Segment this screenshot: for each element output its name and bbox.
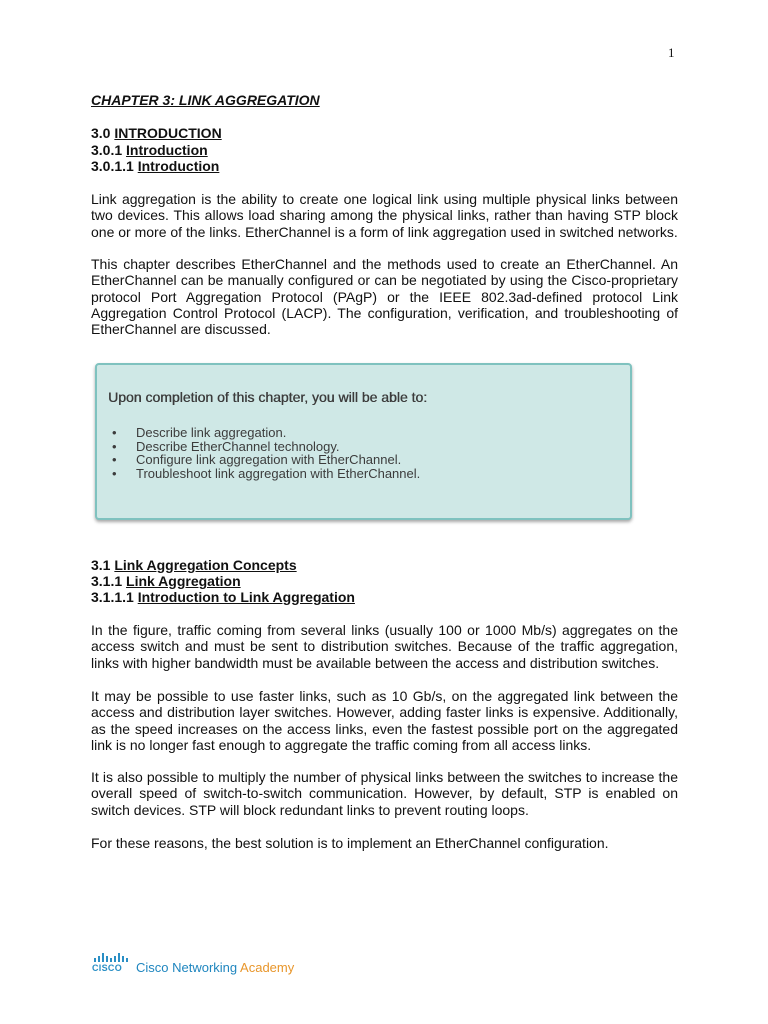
concept-paragraph: It is also possible to multiply the number of physical links between the switches to increase the overall speed of switch-to-switch communication. However, by default, STP is enabled on switch devices. STP will block redundant links to prevent routing loops. <box>91 769 678 818</box>
section-heading-3-1-1-1 <box>91 589 355 605</box>
section-heading-3-0 <box>91 125 222 141</box>
section-title: Introduction <box>137 158 220 174</box>
objective-text: Configure link aggregation with EtherChannel. <box>136 452 402 468</box>
academy-name <box>136 960 294 975</box>
section-number: 3.1.1 <box>91 573 127 589</box>
objective-text: Troubleshoot link aggregation with EtherChannel. <box>136 465 421 481</box>
section-heading-3-1-1 <box>91 573 241 589</box>
page-number: 1 <box>668 45 675 60</box>
section-title: Introduction <box>126 142 208 158</box>
bullet-icon: • <box>112 465 117 481</box>
concept-paragraph: For these reasons, the best solution is to implement an EtherChannel configuration. <box>91 835 609 851</box>
objective-text: Describe link aggregation. <box>136 425 287 440</box>
section-number: 3.0.1 <box>91 142 127 158</box>
objective-text: Describe EtherChannel technology. <box>136 438 340 454</box>
section-number: 3.0.1.1 <box>91 158 138 174</box>
chapter-title: CHAPTER 3: LINK AGGREGATION <box>91 92 320 108</box>
section-number: 3.1.1.1 <box>91 589 138 605</box>
objective-item <box>109 467 420 481</box>
section-title: Link Aggregation <box>126 573 241 589</box>
section-title: Link Aggregation Concepts <box>114 557 297 573</box>
bullet-icon: • <box>112 438 117 454</box>
objective-item <box>109 453 420 467</box>
objective-item <box>109 426 420 440</box>
objectives-box <box>95 363 632 520</box>
section-number: 3.1 <box>91 557 115 573</box>
bullet-icon: • <box>112 425 117 440</box>
concept-paragraph: In the figure, traffic coming from several links (usually 100 or 1000 Mb/s) aggregates on the access switch and must be sent to distribution switches. Because of the traffic aggregation, links with higher bandwidth must be available between the access and distribution switches. <box>91 622 678 671</box>
bullet-icon: • <box>112 452 117 468</box>
objective-item <box>109 440 420 454</box>
intro-paragraph: This chapter describes EtherChannel and the methods used to create an EtherChannel. An EtherChannel can be manually configured or can be negotiated by using the Cisco-proprietary protocol Port Aggregation Protocol (PAgP) or the IEEE 802.3ad-defined protocol Link Aggregation Control Protocol (LACP). The configuration, verification, and troubleshooting of EtherChannel are discussed. <box>91 256 678 338</box>
section-title: INTRODUCTION <box>114 125 222 141</box>
section-title: Introduction to Link Aggregation <box>137 589 355 605</box>
section-heading-3-0-1 <box>91 142 208 158</box>
academy-name-part2: Academy <box>237 960 295 975</box>
academy-name-part1: Cisco Networking <box>136 960 238 975</box>
cisco-wordmark: CISCO <box>92 963 123 973</box>
objectives-list <box>109 426 420 480</box>
objectives-heading: Upon completion of this chapter, you will be able to: <box>108 389 428 405</box>
intro-paragraph: Link aggregation is the ability to create one logical link using multiple physical links between two devices. This allows load sharing among the physical links, rather than having STP block one or more of the links. EtherChannel is a form of link aggregation used in switched networks. <box>91 191 678 240</box>
section-heading-3-1 <box>91 557 297 573</box>
concept-paragraph: It may be possible to use faster links, such as 10 Gb/s, on the aggregated link between the access and distribution layer switches. However, adding faster links is expensive. Additionally, as the speed increases on the access links, even the fastest possible port on the aggregated link is no longer fast enough to aggregate the traffic coming from all access links. <box>91 688 678 753</box>
cisco-bars-icon <box>94 953 130 962</box>
section-number: 3.0 <box>91 125 115 141</box>
section-heading-3-0-1-1 <box>91 158 219 174</box>
